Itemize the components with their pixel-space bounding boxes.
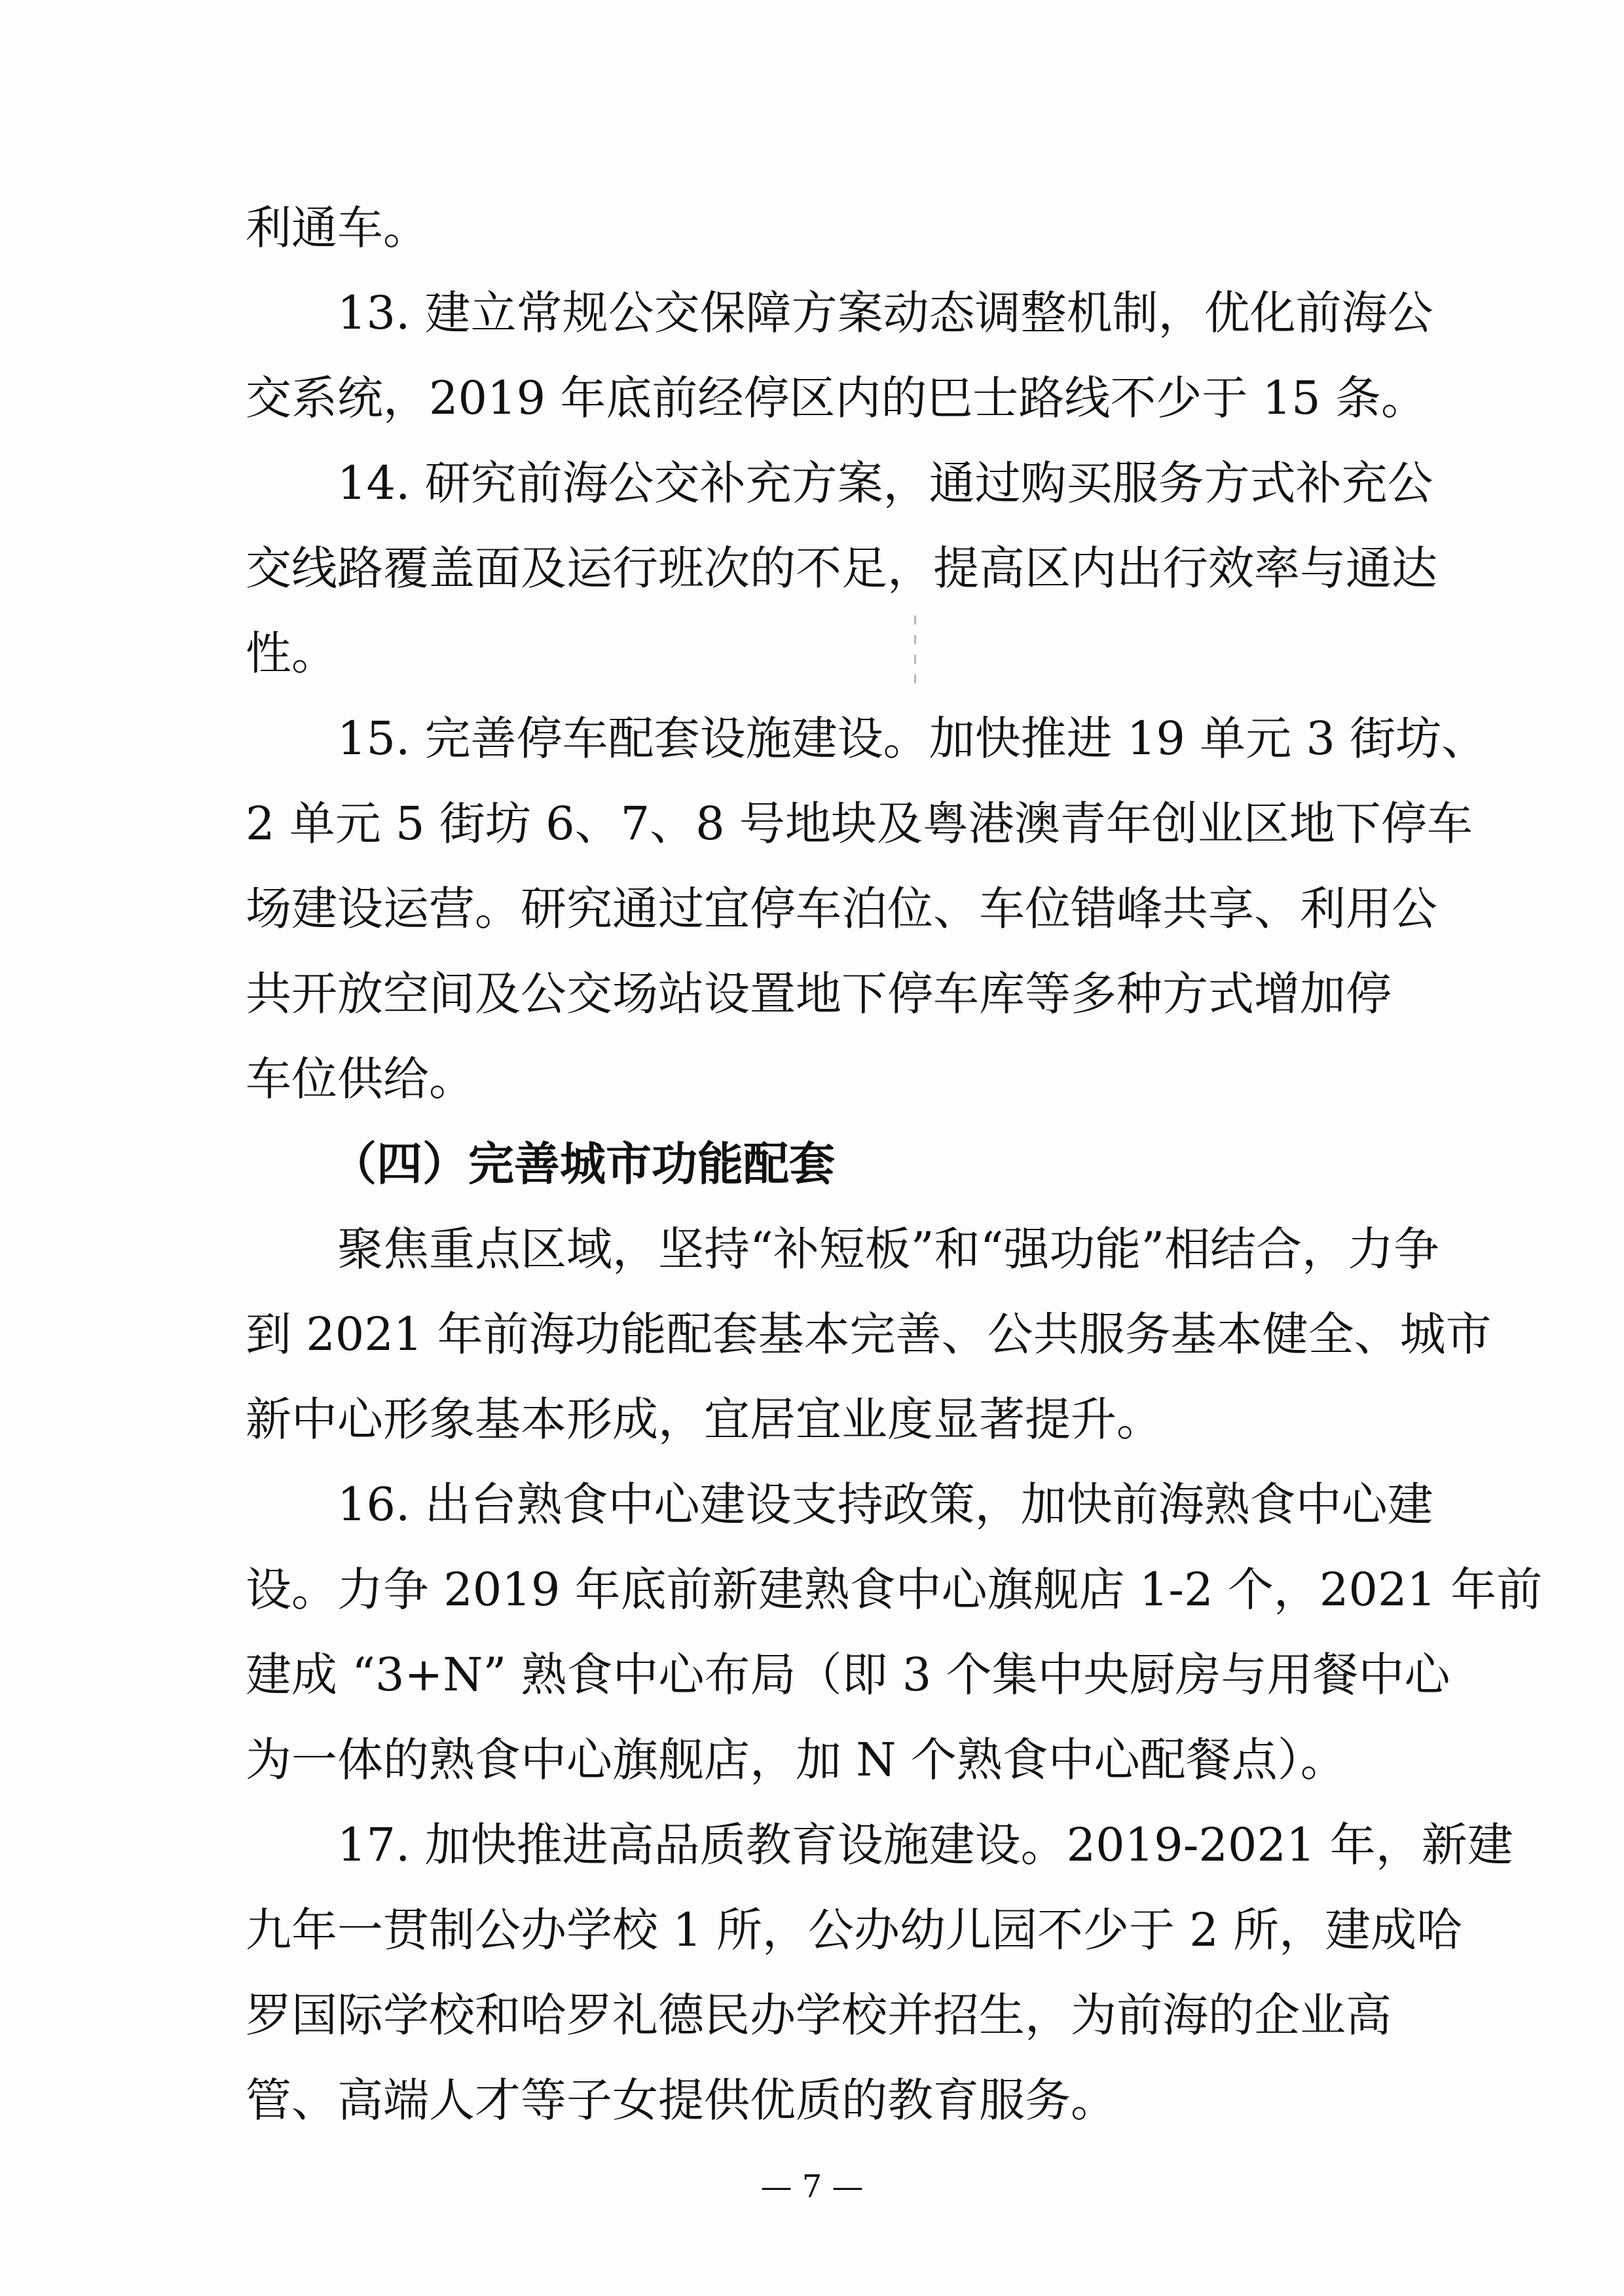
text-line: 性。 [246,627,337,680]
section-heading: （四）完善城市功能配套 [331,1137,835,1191]
text-line: 17. 加快推进高品质教育设施建设。2019-2021 年，新建 [337,1818,1513,1872]
text-line: 14. 研究前海公交补充方案，通过购买服务方式补充公 [337,456,1433,510]
text-line: 利通车。 [246,201,429,255]
scan-artifact [914,615,916,694]
text-line: 交线路覆盖面及运行班次的不足，提高区内出行效率与通达 [246,541,1437,595]
text-line: 共开放空间及公交场站设置地下停车库等多种方式增加停 [246,967,1392,1021]
text-line: 13. 建立常规公交保障方案动态调整机制，优化前海公 [337,286,1433,340]
text-line: 交系统，2019 年底前经停区内的巴士路线不少于 15 条。 [246,371,1427,425]
text-line: 车位供给。 [246,1052,475,1106]
text-line: 到 2021 年前海功能配套基本完善、公共服务基本健全、城市 [246,1307,1492,1361]
page-number: — 7 — [760,2168,864,2205]
text-line: 2 单元 5 街坊 6、7、8 号地块及粤港澳青年创业区地下停车 [246,797,1473,850]
text-line: 新中心形象基本形成，宜居宜业度显著提升。 [246,1393,1162,1446]
text-line: 聚焦重点区域，坚持“补短板”和“强功能”相结合，力争 [337,1222,1440,1276]
text-line: 16. 出台熟食中心建设支持政策，加快前海熟食中心建 [337,1478,1433,1531]
text-line: 15. 完善停车配套设施建设。加快推进 19 单元 3 街坊、 [337,712,1488,765]
text-line: 九年一贯制公办学校 1 所，公办幼儿园不少于 2 所，建成哈 [246,1903,1463,1957]
text-line: 管、高端人才等子女提供优质的教育服务。 [246,2073,1116,2127]
text-line: 建成 “3+N” 熟食中心布局（即 3 个集中央厨房与用餐中心 [246,1648,1450,1702]
text-line: 罗国际学校和哈罗礼德民办学校并招生，为前海的企业高 [246,1988,1392,2042]
text-line: 为一体的熟食中心旗舰店，加 N 个熟食中心配餐点）。 [246,1733,1346,1787]
text-line: 设。力争 2019 年底前新建熟食中心旗舰店 1-2 个，2021 年前 [246,1563,1543,1616]
text-line: 场建设运营。研究通过宜停车泊位、车位错峰共享、利用公 [246,882,1437,936]
